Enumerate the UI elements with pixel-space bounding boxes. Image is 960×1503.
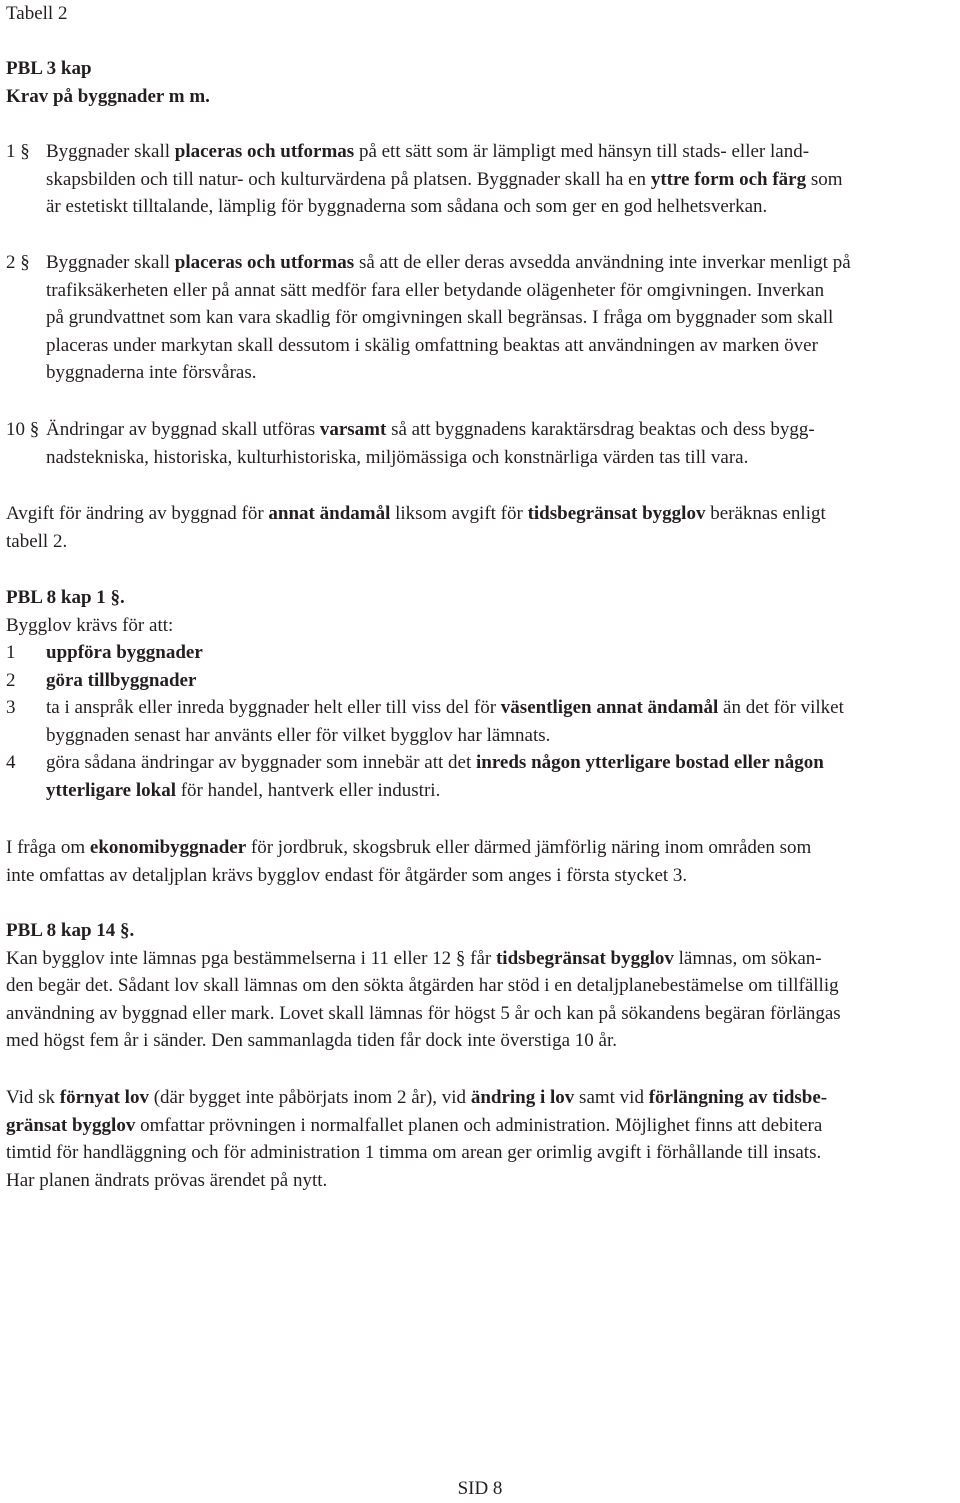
chapter-subtitle <box>6 83 956 111</box>
economy-text: I fråga om <box>6 837 90 858</box>
section-1-emphasis: placeras och utformas <box>174 141 355 162</box>
section-1 <box>6 138 956 221</box>
pbl8-14-heading-text: PBL 8 kap 14 §. <box>6 920 135 941</box>
section-1-line-3: är estetiskt tilltalande, lämplig för byggnaderna som sådana och som ger en god helhetsverkan. <box>46 196 768 217</box>
fee-text: liksom avgift för <box>390 503 528 524</box>
list-item-text: för handel, hantverk eller industri. <box>175 779 441 801</box>
section-2-line-5: byggnaderna inte försvåras. <box>46 362 257 383</box>
section-1-line-2 <box>6 166 956 194</box>
fee-line-1 <box>6 500 956 528</box>
table-title: Tabell 2 <box>6 3 68 24</box>
renewal-emphasis: förlängning av tidsbe- <box>648 1087 828 1108</box>
renewal-text: (där bygget inte påbörjats inom 2 år), vid <box>148 1087 471 1108</box>
section-2-line-2: trafiksäkerheten eller på annat sätt medför fara eller betydande olägenheter för omgivningen. Inverkan <box>46 279 825 301</box>
renewal-line-1 <box>6 1084 956 1112</box>
chapter-subtitle-text: Krav på byggnader m m. <box>6 86 210 107</box>
list-item-text: göra tillbyggnader <box>46 669 197 691</box>
section-10-emphasis: varsamt <box>319 419 387 440</box>
section-1-text: Byggnader skall <box>46 141 175 162</box>
list-item-continuation <box>6 777 956 805</box>
list-item <box>6 694 956 722</box>
list-item-continuation: byggnaden senast har använts eller för vilket bygglov har lämnats. <box>46 724 551 746</box>
section-10-text: så att byggnadens karaktärsdrag beaktas och dess bygg- <box>386 419 815 440</box>
pbl8-1-heading <box>6 584 956 612</box>
renewal-line-3: timtid för handläggning och för administration 1 timma om arean ger orimlig avgift i förhållande till insats. <box>6 1142 822 1163</box>
fee-emphasis: annat ändamål <box>268 503 391 524</box>
section-10-text: Ändringar av byggnad skall utföras <box>46 419 320 440</box>
pbl8-14-line-2: den begär det. Sådant lov skall lämnas om den sökta åtgärden har stöd i en detaljplanebestämelse om tillfällig <box>6 975 839 996</box>
economy-paragraph <box>6 834 956 889</box>
list-item <box>6 639 956 667</box>
section-1-text: skapsbilden och till natur- och kulturvärdena på platsen. Byggnader skall ha en <box>46 168 651 190</box>
list-item-text: uppföra byggnader <box>46 642 203 663</box>
section-2-text: Byggnader skall <box>46 252 175 273</box>
list-item-text: än det för vilket <box>718 697 844 718</box>
economy-line-2: inte omfattas av detaljplan krävs bygglov endast för åtgärder som anges i första stycket 3. <box>6 864 688 886</box>
pbl8-1-intro: Bygglov krävs för att: <box>6 614 174 636</box>
renewal-paragraph <box>6 1084 956 1194</box>
section-2-line-1 <box>6 249 956 277</box>
section-2-emphasis: placeras och utformas <box>174 252 355 273</box>
section-1-number: 1 § <box>6 141 30 162</box>
list-item-number: 1 <box>6 642 16 663</box>
renewal-line-2 <box>6 1112 956 1140</box>
renewal-line-4: Har planen ändrats prövas ärendet på nytt. <box>6 1169 328 1191</box>
list-item <box>6 749 956 777</box>
page-number: SID 8 <box>457 1478 503 1499</box>
renewal-emphasis: gränsat bygglov <box>6 1114 136 1136</box>
chapter-label: PBL 3 kap <box>6 58 92 79</box>
fee-emphasis: tidsbegränsat bygglov <box>527 503 706 524</box>
pbl8-14-text: lämnas, om sökan- <box>673 947 822 969</box>
section-2 <box>6 249 956 387</box>
section-10 <box>6 416 956 471</box>
pbl8-1-section <box>6 584 956 804</box>
list-item-text: göra sådana ändringar av byggnader som innebär att det <box>46 752 476 773</box>
section-2-line-4: placeras under markytan skall dessutom i skälig omfattning beaktas att användningen av marken över <box>46 334 818 356</box>
renewal-text: omfattar prövningen i normalfallet planen och administration. Möjlighet finns att debitera <box>135 1114 823 1136</box>
pbl8-14-text: Kan bygglov inte lämnas pga bestämmelserna i 11 eller 12 § får <box>6 947 496 969</box>
fee-text: Avgift för ändring av byggnad för <box>6 503 269 524</box>
renewal-text: samt vid <box>574 1087 649 1108</box>
fee-paragraph <box>6 500 956 555</box>
pbl8-1-heading-text: PBL 8 kap 1 §. <box>6 587 125 608</box>
economy-emphasis: ekonomibyggnader <box>89 837 247 858</box>
economy-line-1 <box>6 834 956 862</box>
section-1-line-1 <box>6 138 956 166</box>
renewal-text: Vid sk <box>6 1087 60 1108</box>
section-1-emphasis: yttre form och färg <box>650 168 807 190</box>
section-10-number: 10 § <box>6 419 40 440</box>
list-item-number: 2 <box>6 669 16 691</box>
pbl8-14-emphasis: tidsbegränsat bygglov <box>495 947 674 969</box>
section-2-number: 2 § <box>6 252 30 273</box>
renewal-emphasis: ändring i lov <box>470 1087 575 1108</box>
pbl8-14-line-4: med högst fem år i sänder. Den sammanlagda tiden får dock inte överstiga 10 år. <box>6 1030 617 1051</box>
list-item-emphasis: ytterligare lokal <box>46 779 176 801</box>
list-item-number: 4 <box>6 752 16 773</box>
list-item-number: 3 <box>6 697 16 718</box>
section-1-text: som <box>806 168 843 190</box>
fee-line-2: tabell 2. <box>6 530 68 552</box>
list-item-emphasis: väsentligen annat ändamål <box>500 697 719 718</box>
pbl8-14-heading <box>6 917 956 945</box>
renewal-emphasis: förnyat lov <box>59 1087 149 1108</box>
fee-text: beräknas enligt <box>705 503 826 524</box>
section-1-text: på ett sätt som är lämpligt med hänsyn till stads- eller land- <box>354 141 810 162</box>
section-10-line-1 <box>6 416 956 444</box>
economy-text: för jordbruk, skogsbruk eller därmed jämförlig näring inom områden som <box>246 837 812 858</box>
list-item-text: ta i anspråk eller inreda byggnader helt eller till viss del för <box>46 697 501 718</box>
pbl8-14-section <box>6 917 956 1055</box>
chapter-heading <box>6 55 956 83</box>
section-2-line-3: på grundvattnet som kan vara skadlig för omgivningen skall begränsas. I fråga om byggnader som skall <box>46 307 834 328</box>
section-10-line-2: nadstekniska, historiska, kulturhistoriska, miljömässiga och konstnärliga värden tas till vara. <box>46 446 749 468</box>
list-item <box>6 667 956 695</box>
pbl8-14-line-1 <box>6 945 956 973</box>
section-2-text: så att de eller deras avsedda användning inte inverkar menligt på <box>354 252 851 273</box>
pbl8-14-line-3: användning av byggnad eller mark. Lovet skall lämnas för högst 5 år och kan på sökandens begäran förlängas <box>6 1002 841 1024</box>
list-item-emphasis: inreds någon ytterligare bostad eller någon <box>475 752 824 773</box>
